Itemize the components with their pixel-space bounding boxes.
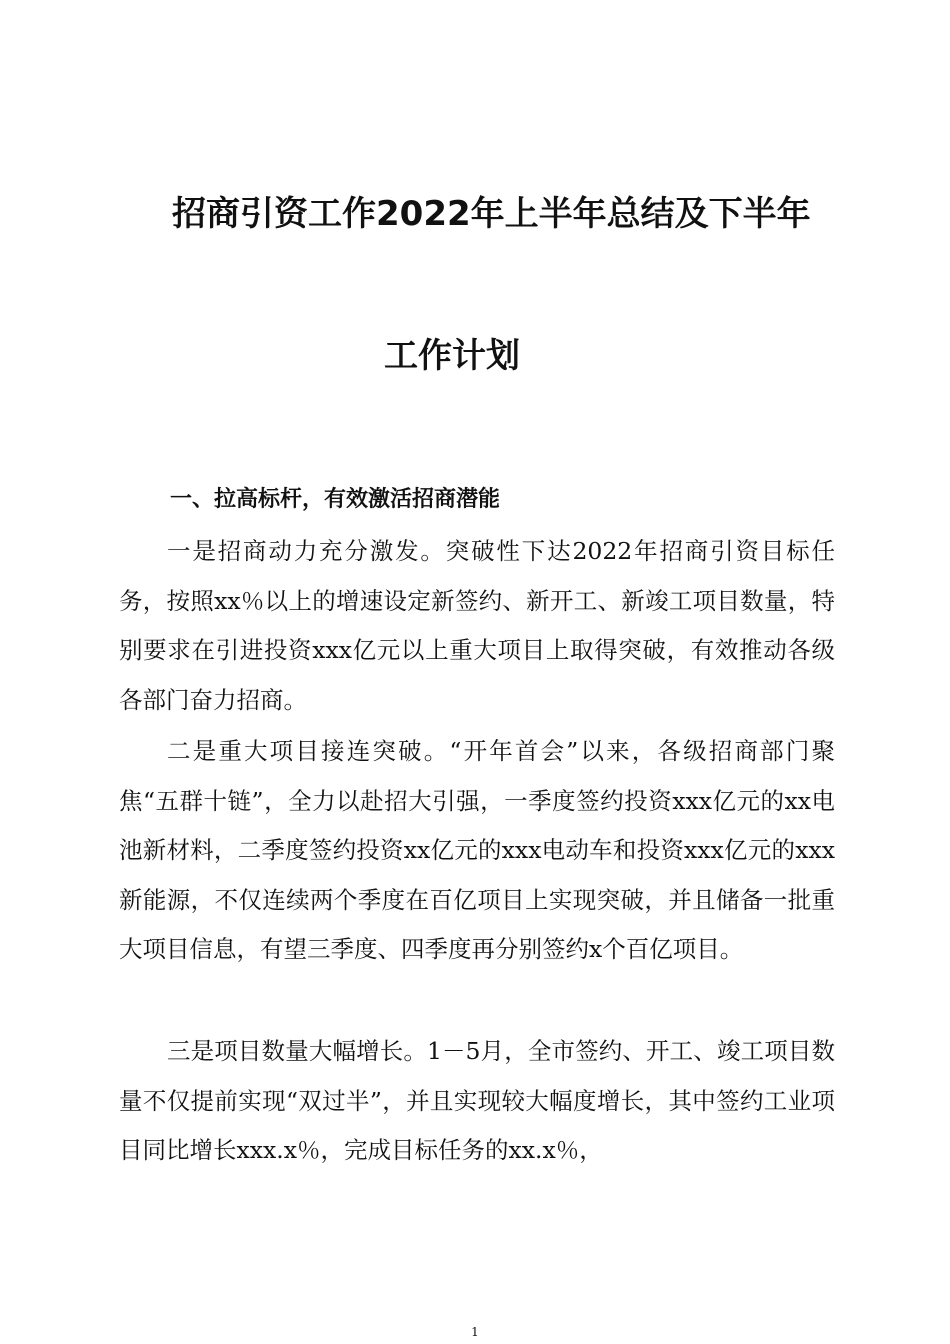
paragraph-1: 一是招商动力充分激发。突破性下达2022年招商引资目标任务，按照xx％以上的增速设定新签约、新开工、新竣工项目数量，特别要求在引进投资xxx亿元以上重大项目上取得突破，有效推动各级各部门奋力招商。 [119,537,835,714]
document-title-line-1: 招商引资工作2022年上半年总结及下半年 [172,194,811,234]
section-heading: 一、拉高标杆，有效激活招商潜能 [170,487,501,512]
paragraph-2: 二是重大项目接连突破。“开年首会”以来，各级招商部门聚焦“五群十链”，全力以赴招大引强，一季度签约投资xxx亿元的xx电池新材料，二季度签约投资xx亿元的xxx电动车和投资xxx亿元的xxx新能源，不仅连续两个季度在百亿项目上实现突破，并且储备一批重大项目信息，有望三季度、四季度再分别签约x个百亿项目。 [119,737,835,963]
document-title-line-2: 工作计划 [384,336,520,376]
paragraph-3: 三是项目数量大幅增长。1－5月，全市签约、开工、竣工项目数量不仅提前实现“双过半”，并且实现较大幅度增长，其中签约工业项目同比增长xxx.x％，完成目标任务的xx.x％， [119,1037,835,1164]
page-number: 1 [471,1325,479,1339]
